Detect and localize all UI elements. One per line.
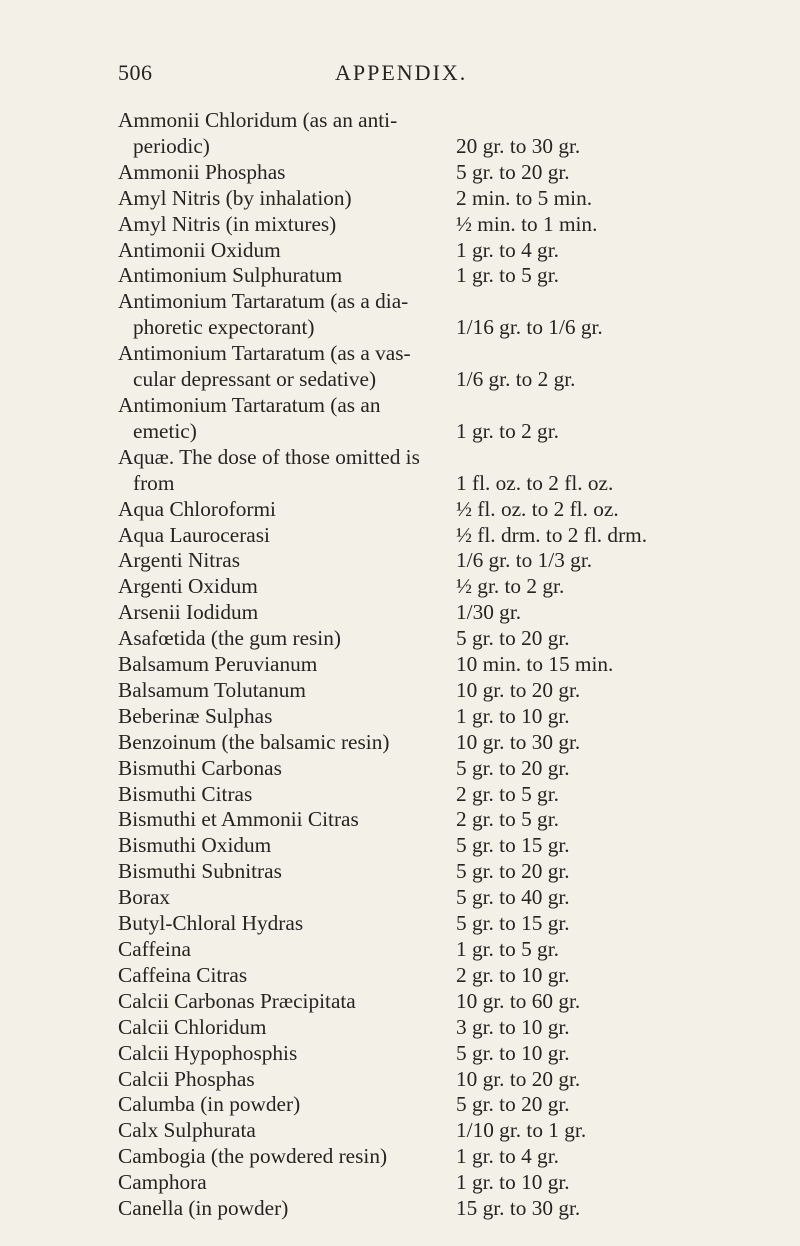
dose-value: 2 gr. to 10 gr. <box>456 962 570 987</box>
dose-entry <box>118 885 778 911</box>
drug-name-line: Antimonium Tartaratum (as a vas- <box>118 341 411 366</box>
drug-name <box>118 445 442 497</box>
dose-entry <box>118 833 778 859</box>
drug-name-line: Bismuthi Oxidum <box>118 833 272 858</box>
dose-value: 5 gr. to 15 gr. <box>456 911 570 936</box>
dose-value: 5 gr. to 20 gr. <box>456 859 570 884</box>
dose-value: 5 gr. to 20 gr. <box>456 626 570 651</box>
dose-entry <box>118 445 778 497</box>
drug-name-line: Camphora <box>118 1170 207 1195</box>
dose-value: 5 gr. to 20 gr. <box>456 755 570 780</box>
drug-name-line: Balsamum Peruvianum <box>118 652 318 677</box>
drug-name-line: Calcii Hypophosphis <box>118 1040 298 1065</box>
drug-name <box>118 523 442 549</box>
drug-name-continuation: emetic) <box>133 418 197 443</box>
running-head: APPENDIX. <box>335 60 468 85</box>
drug-name-line: Calumba (in powder) <box>118 1092 301 1117</box>
dose-entry <box>118 600 778 626</box>
drug-name <box>118 756 442 782</box>
dose-entry <box>118 963 778 989</box>
drug-name <box>118 548 442 574</box>
dose-entry <box>118 289 778 341</box>
dose-entry <box>118 1196 778 1222</box>
drug-name-line: Aqua Laurocerasi <box>118 522 270 547</box>
dose-value: ½ fl. drm. to 2 fl. drm. <box>456 522 648 547</box>
dose-entry <box>118 1118 778 1144</box>
dose-entry <box>118 186 778 212</box>
dose-value: 1 gr. to 10 gr. <box>456 1170 570 1195</box>
dose-entry <box>118 652 778 678</box>
dose-entry <box>118 782 778 808</box>
drug-name <box>118 652 442 678</box>
drug-name-line: Bismuthi Subnitras <box>118 859 282 884</box>
drug-name-continuation: phoretic expectorant) <box>133 315 315 340</box>
drug-name <box>118 833 442 859</box>
dose-entry <box>118 393 778 445</box>
drug-name-line: Amyl Nitris (by inhalation) <box>118 185 352 210</box>
drug-name-line: Asafœtida (the gum resin) <box>118 626 341 651</box>
dose-value: 1 gr. to 4 gr. <box>456 1144 559 1169</box>
drug-name-line: Antimonium Tartaratum (as an <box>118 392 381 417</box>
drug-name-line: Arsenii Iodidum <box>118 600 259 625</box>
dose-entry <box>118 160 778 186</box>
dose-value: ½ fl. oz. to 2 fl. oz. <box>456 496 619 521</box>
dose-table <box>118 108 778 1222</box>
dose-entry <box>118 263 778 289</box>
dose-entry <box>118 859 778 885</box>
drug-name <box>118 1196 442 1222</box>
dose-value: 10 gr. to 60 gr. <box>456 988 581 1013</box>
drug-name-line: Ammonii Phosphas <box>118 159 286 184</box>
drug-name-line: Amyl Nitris (in mixtures) <box>118 211 337 236</box>
drug-name <box>118 574 442 600</box>
drug-name-continuation: from <box>133 470 175 495</box>
drug-name <box>118 885 442 911</box>
dose-value: 1 fl. oz. to 2 fl. oz. <box>456 470 614 495</box>
drug-name-line: Bismuthi et Ammonii Citras <box>118 807 359 832</box>
dose-value: 5 gr. to 20 gr. <box>456 1092 570 1117</box>
dose-entry <box>118 238 778 264</box>
drug-name <box>118 160 442 186</box>
drug-name-line: Aqua Chloroformi <box>118 496 276 521</box>
dose-value: 1 gr. to 2 gr. <box>456 418 559 443</box>
drug-name-line: Cambogia (the powdered resin) <box>118 1144 388 1169</box>
dose-value: 2 gr. to 5 gr. <box>456 781 559 806</box>
drug-name <box>118 911 442 937</box>
dose-value: 1 gr. to 4 gr. <box>456 237 559 262</box>
drug-name <box>118 600 442 626</box>
drug-name <box>118 1092 442 1118</box>
dose-value: 15 gr. to 30 gr. <box>456 1196 581 1221</box>
drug-name <box>118 497 442 523</box>
dose-entry <box>118 1067 778 1093</box>
dose-entry <box>118 1015 778 1041</box>
dose-value: 1/10 gr. to 1 gr. <box>456 1118 587 1143</box>
drug-name <box>118 678 442 704</box>
dose-value: 5 gr. to 15 gr. <box>456 833 570 858</box>
dose-entry <box>118 523 778 549</box>
drug-name-line: Calcii Chloridum <box>118 1014 267 1039</box>
dose-entry <box>118 989 778 1015</box>
dose-value: 20 gr. to 30 gr. <box>456 133 581 158</box>
drug-name <box>118 859 442 885</box>
dose-value: ½ min. to 1 min. <box>456 211 598 236</box>
dose-value: 10 gr. to 30 gr. <box>456 729 581 754</box>
dose-value: 1/6 gr. to 2 gr. <box>456 367 576 392</box>
page-header <box>0 60 800 100</box>
dose-value: 1 gr. to 5 gr. <box>456 263 559 288</box>
drug-name-line: Balsamum Tolutanum <box>118 677 307 702</box>
dose-value: ½ gr. to 2 gr. <box>456 574 565 599</box>
dose-value: 5 gr. to 40 gr. <box>456 885 570 910</box>
drug-name-line: Bismuthi Citras <box>118 781 253 806</box>
dose-value: 5 gr. to 10 gr. <box>456 1040 570 1065</box>
drug-name-line: Calx Sulphurata <box>118 1118 256 1143</box>
dose-value: 2 gr. to 5 gr. <box>456 807 559 832</box>
drug-name <box>118 1015 442 1041</box>
drug-name-line: Ammonii Chloridum (as an anti- <box>118 108 398 132</box>
drug-name <box>118 704 442 730</box>
dose-value: 10 gr. to 20 gr. <box>456 677 581 702</box>
drug-name <box>118 108 442 160</box>
drug-name <box>118 1144 442 1170</box>
dose-value: 1 gr. to 10 gr. <box>456 703 570 728</box>
dose-entry <box>118 704 778 730</box>
dose-value: 10 min. to 15 min. <box>456 652 614 677</box>
drug-name-line: Canella (in powder) <box>118 1196 289 1221</box>
dose-entry <box>118 626 778 652</box>
dose-entry <box>118 678 778 704</box>
drug-name-line: Bismuthi Carbonas <box>118 755 282 780</box>
dose-value: 1 gr. to 5 gr. <box>456 937 559 961</box>
drug-name-line: Argenti Nitras <box>118 548 241 573</box>
drug-name-line: Caffeina Citras <box>118 962 248 987</box>
dose-entry <box>118 1092 778 1118</box>
drug-name-line: Butyl-Chloral Hydras <box>118 911 304 936</box>
dose-entry <box>118 1144 778 1170</box>
drug-name-line: Antimonium Tartaratum (as a dia- <box>118 289 409 314</box>
dose-value: 10 gr. to 20 gr. <box>456 1066 581 1091</box>
dose-value: 3 gr. to 10 gr. <box>456 1014 570 1039</box>
drug-name <box>118 1041 442 1067</box>
dose-entry <box>118 807 778 833</box>
dose-entry <box>118 937 778 963</box>
dose-value: 1/16 gr. to 1/6 gr. <box>456 315 603 340</box>
drug-name-line: Borax <box>118 885 171 910</box>
drug-name <box>118 963 442 989</box>
dose-entry <box>118 911 778 937</box>
dose-entry <box>118 548 778 574</box>
drug-name-line: Calcii Carbonas Præcipitata <box>118 988 356 1013</box>
dose-value: 2 min. to 5 min. <box>456 185 593 210</box>
drug-name <box>118 1170 442 1196</box>
dose-value: 1/30 gr. <box>456 600 522 625</box>
drug-name <box>118 1067 442 1093</box>
dose-entry <box>118 1170 778 1196</box>
drug-name <box>118 186 442 212</box>
drug-name <box>118 989 442 1015</box>
dose-entry <box>118 497 778 523</box>
drug-name <box>118 212 442 238</box>
drug-name <box>118 341 442 393</box>
drug-name-continuation: cular depressant or sedative) <box>133 367 377 392</box>
drug-name <box>118 393 442 445</box>
drug-name-line: Beberinæ Sulphas <box>118 703 273 728</box>
drug-name-line: Benzoinum (the balsamic resin) <box>118 729 390 754</box>
drug-name-line: Aquæ. The dose of those omitted is <box>118 444 420 469</box>
dose-entry <box>118 212 778 238</box>
drug-name <box>118 807 442 833</box>
drug-name-line: Caffeina <box>118 937 191 961</box>
dose-entry <box>118 1041 778 1067</box>
dose-value: 5 gr. to 20 gr. <box>456 159 570 184</box>
drug-name-line: Argenti Oxidum <box>118 574 258 599</box>
drug-name <box>118 1118 442 1144</box>
drug-name-line: Antimonii Oxidum <box>118 237 281 262</box>
page-number: 506 <box>118 60 153 85</box>
dose-entry <box>118 730 778 756</box>
drug-name <box>118 937 442 963</box>
drug-name-line: Calcii Phosphas <box>118 1066 255 1091</box>
drug-name <box>118 626 442 652</box>
drug-name <box>118 289 442 341</box>
dose-value: 1/6 gr. to 1/3 gr. <box>456 548 593 573</box>
drug-name-line: Antimonium Sulphuratum <box>118 263 343 288</box>
dose-entry <box>118 108 778 160</box>
drug-name <box>118 263 442 289</box>
dose-entry <box>118 574 778 600</box>
drug-name <box>118 782 442 808</box>
drug-name <box>118 238 442 264</box>
drug-name <box>118 730 442 756</box>
dose-entry <box>118 756 778 782</box>
dose-entry <box>118 341 778 393</box>
drug-name-continuation: periodic) <box>133 133 210 158</box>
